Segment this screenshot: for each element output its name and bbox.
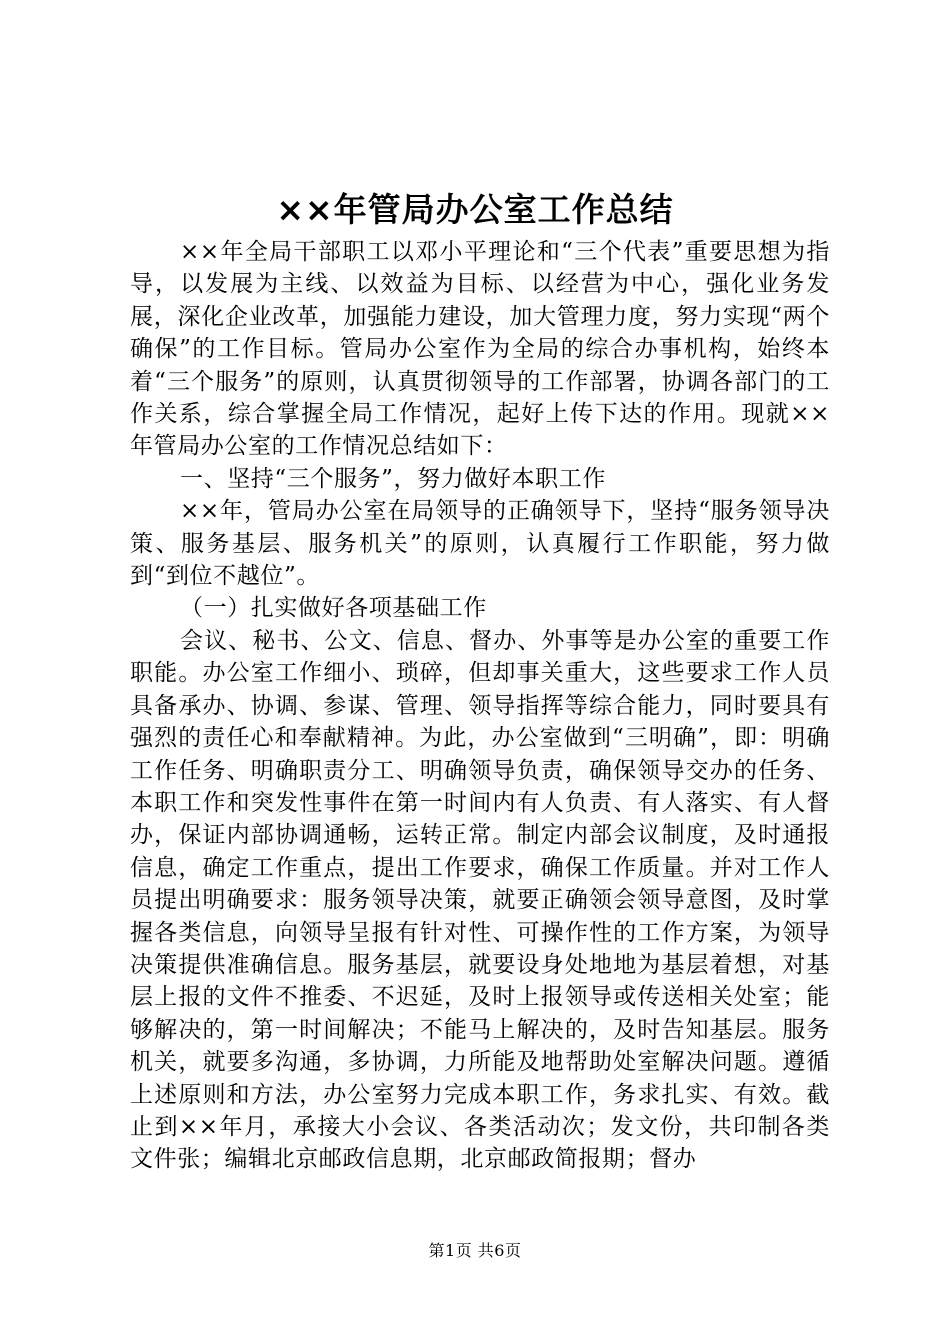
section-heading-1: 一、坚持“三个服务”，努力做好本职工作 — [180, 465, 606, 492]
document-body — [130, 236, 830, 1176]
page-number-footer: 第1页 共6页 — [428, 1241, 522, 1260]
subsection-heading-1: （一）扎实做好各项基础工作 — [180, 595, 487, 622]
paragraph-section-1: ××年，管局办公室在局领导的正确领导下，坚持“服务领导决策、服务基层、服务机关”的原则，认真履行工作职能，努力做到“到位不越位”。 — [130, 498, 830, 590]
document-title: ××年管局办公室工作总结 — [276, 190, 674, 229]
paragraph-subsection-1: 会议、秘书、公文、信息、督办、外事等是办公室的重要工作职能。办公室工作细小、琐碎，但却事关重大，这些要求工作人员具备承办、协调、参谋、管理、领导指挥等综合能力，同时要具有强烈的责任心和奉献精神。为此，办公室做到“三明确”，即：明确工作任务、明确职责分工、明确领导负责，确保领导交办的任务、本职工作和突发性事件在第一时间内有人负责、有人落实、有人督办，保证内部协调通畅，运转正常。制定内部会议制度，及时通报信息，确定工作重点，提出工作要求，确保工作质量。并对工作人员提出明确要求：服务领导决策，就要正确领会领导意图，及时掌握各类信息，向领导呈报有针对性、可操作性的工作方案，为领导决策提供准确信息。服务基层，就要设身处地地为基层着想，对基层上报的文件不推委、不迟延，及时上报领导或传送相关处室；能够解决的，第一时间解决；不能马上解决的，及时告知基层。服务机关，就要多沟通，多协调，力所能及地帮助处室解决问题。遵循上述原则和方法，办公室努力完成本职工作，务求扎实、有效。截止到××年月，承接大小会议、各类活动次；发文份，共印制各类文件张；编辑北京邮政信息期，北京邮政简报期；督办 — [130, 627, 830, 1173]
paragraph-intro: ××年全局干部职工以邓小平理论和“三个代表”重要思想为指导，以发展为主线、以效益为目标、以经营为中心，强化业务发展，深化企业改革，加强能力建设，加大管理力度，努力实现“两个确保”的工作目标。管局办公室作为全局的综合办事机构，始终本着“三个服务”的原则，认真贯彻领导的工作部署，协调各部门的工作关系，综合掌握全局工作情况，起好上传下达的作用。现就××年管局办公室的工作情况总结如下： — [130, 239, 830, 460]
